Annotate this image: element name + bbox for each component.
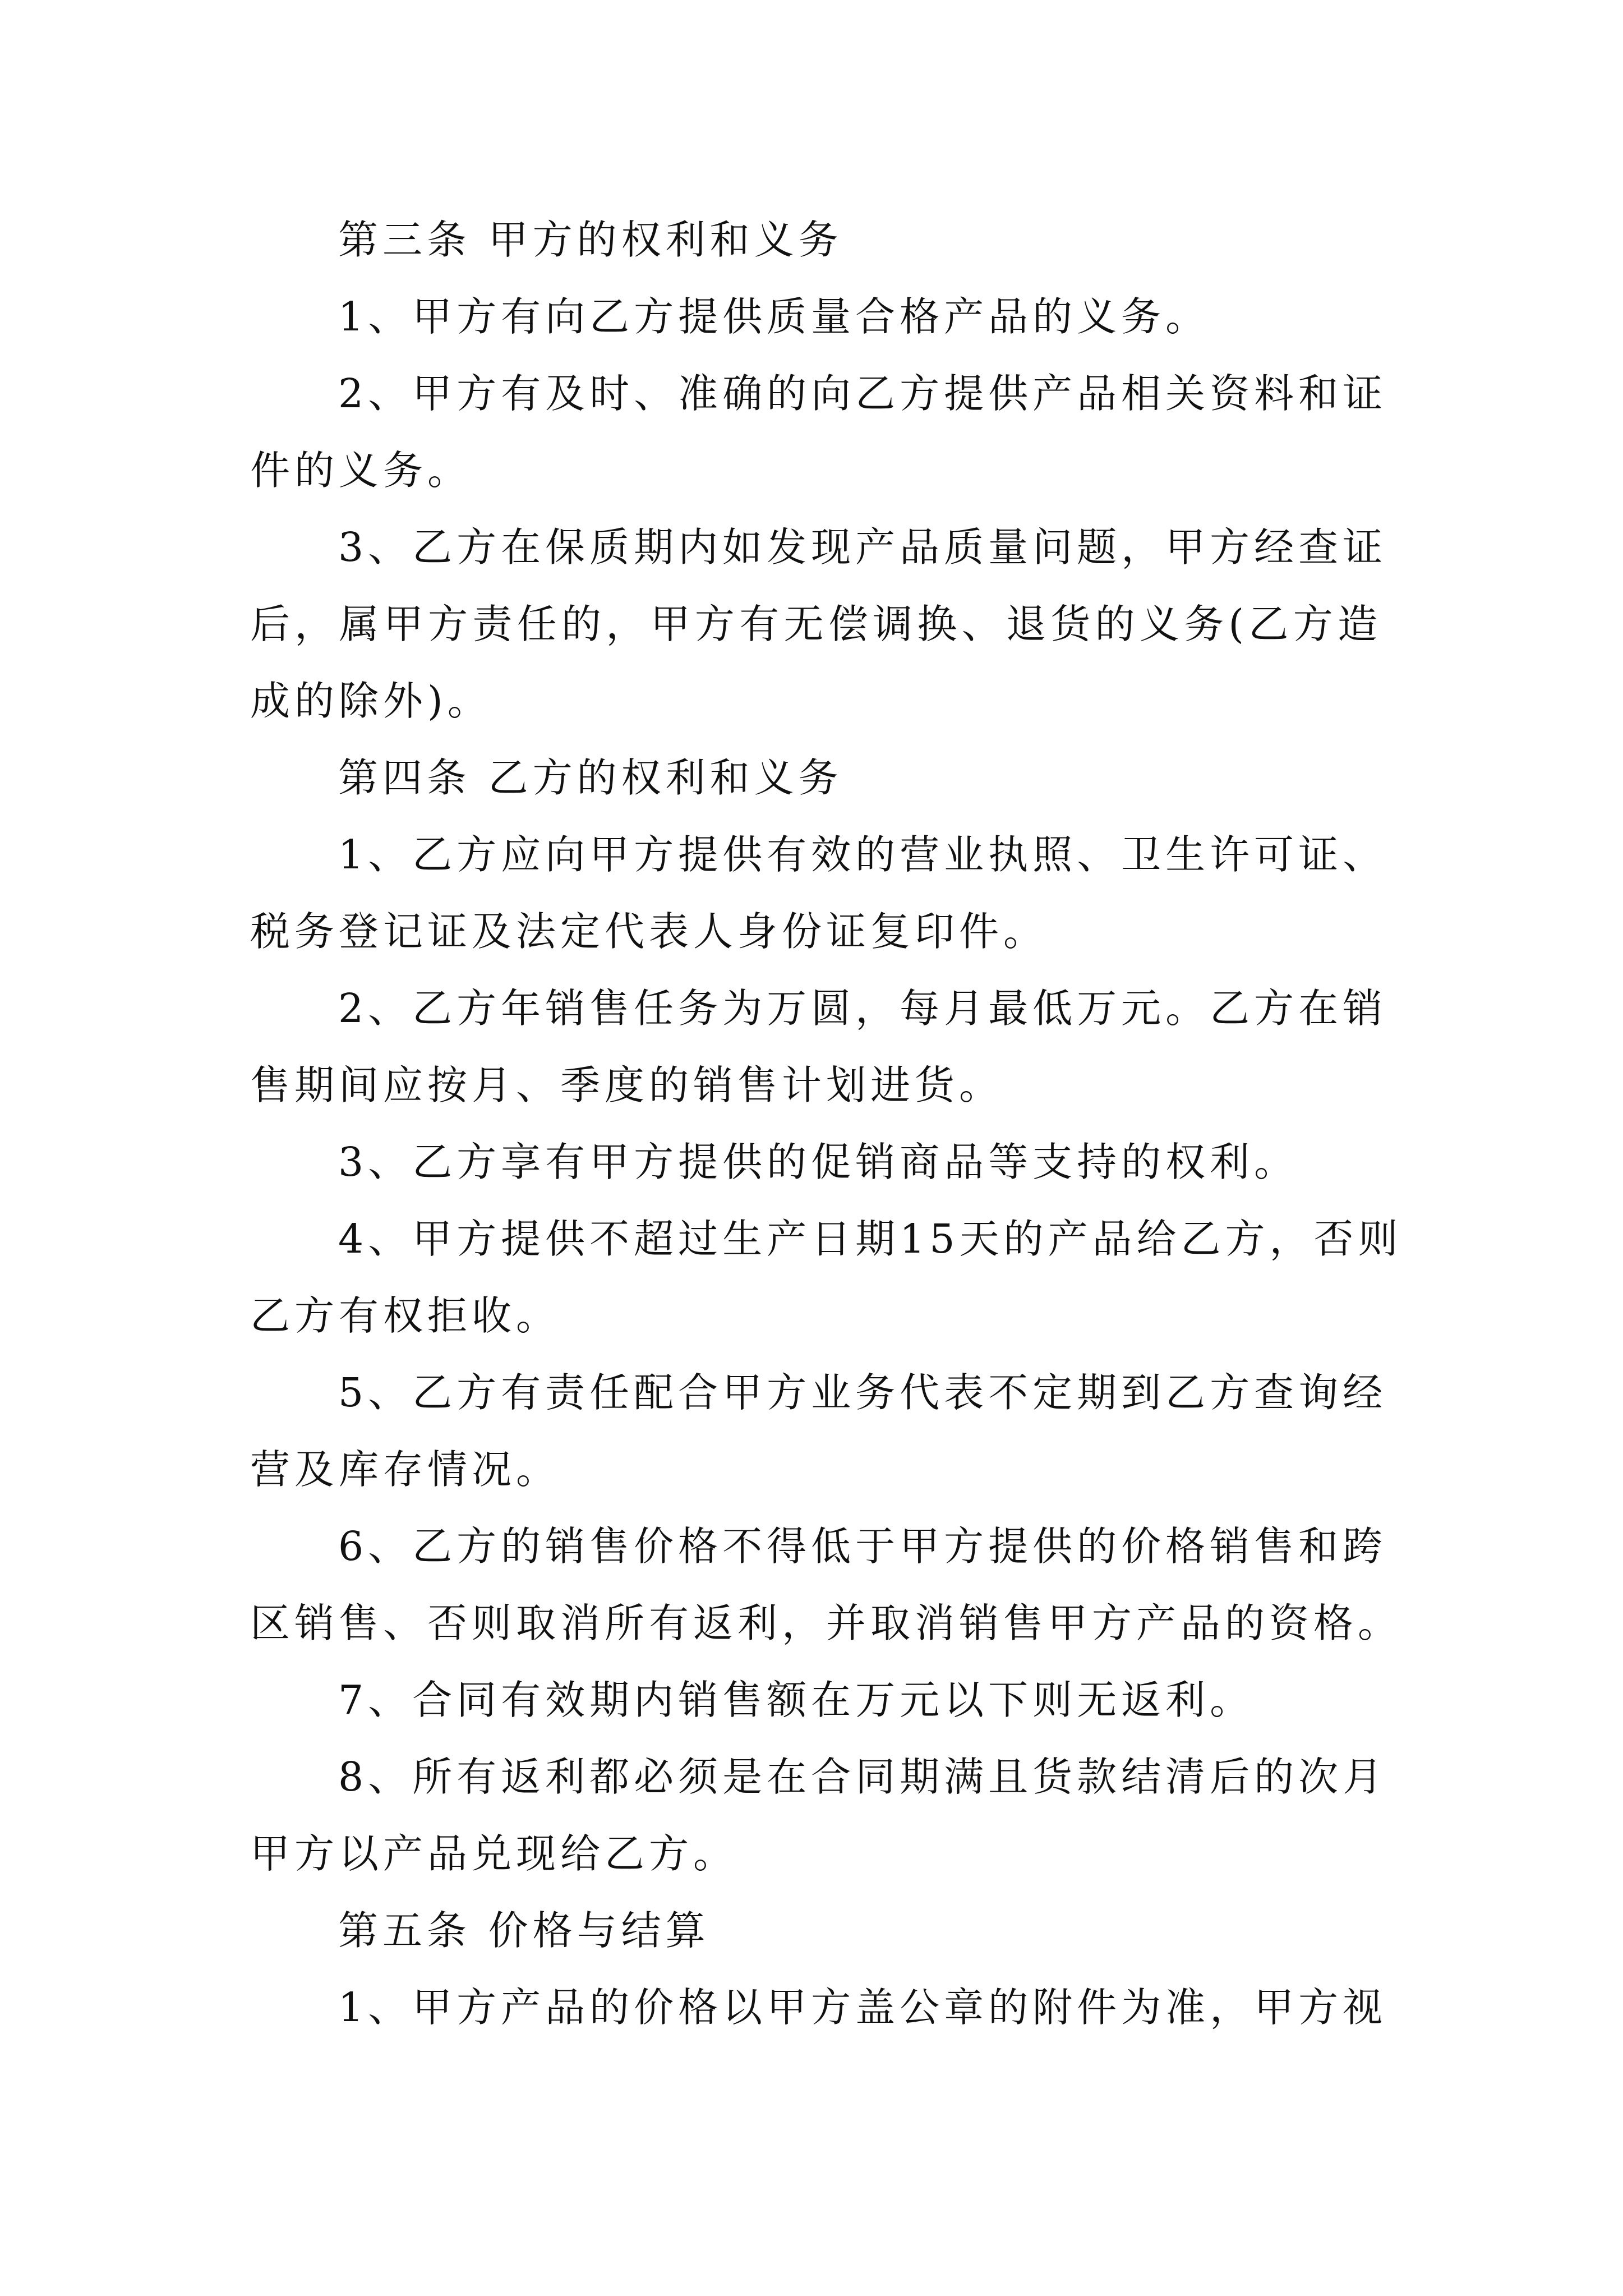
text-line: 2、甲方有及时、准确的向乙方提供产品相关资料和证	[338, 370, 1387, 417]
text-line: 营及库存情况。	[250, 1446, 561, 1493]
clause-3-3	[250, 509, 1387, 739]
text-line: 4、甲方提供不超过生产日期15天的产品给乙方，否则	[338, 1216, 1403, 1262]
clause-4-1	[250, 816, 1387, 970]
heading-text: 第四条 乙方的权利和义务	[338, 754, 843, 801]
clause-4-2	[250, 970, 1387, 1124]
text-line: 8、所有返利都必须是在合同期满且货款结清后的次月	[338, 1754, 1387, 1800]
article-5-heading	[250, 1892, 1382, 1969]
text-line: 7、合同有效期内销售额在万元以下则无返利。	[338, 1677, 1255, 1723]
text-line: 售期间应按月、季度的销售计划进货。	[250, 1062, 1004, 1108]
text-line: 税务登记证及法定代表人身份证复印件。	[250, 908, 1048, 955]
heading-text: 第五条 价格与结算	[338, 1907, 710, 1954]
text-line: 成的除外)。	[250, 678, 492, 724]
text-line: 区销售、否则取消所有返利，并取消销售甲方产品的资格。	[250, 1600, 1403, 1646]
text-line: 件的义务。	[250, 447, 472, 494]
clause-3-2	[250, 355, 1387, 509]
text-line: 甲方以产品兑现给乙方。	[250, 1830, 738, 1877]
text-line: 3、乙方享有甲方提供的促销商品等支持的权利。	[338, 1139, 1299, 1185]
document-body	[250, 201, 1403, 2046]
clause-4-5	[250, 1354, 1387, 1508]
text-line: 1、甲方产品的价格以甲方盖公章的附件为准，甲方视	[338, 1984, 1387, 2031]
clause-4-8	[250, 1738, 1387, 1892]
text-line: 1、甲方有向乙方提供质量合格产品的义务。	[338, 293, 1210, 340]
text-line: 后，属甲方责任的，甲方有无偿调换、退货的义务(乙方造	[250, 601, 1382, 647]
heading-text: 第三条 甲方的权利和义务	[338, 217, 843, 263]
clause-4-4	[250, 1200, 1403, 1354]
text-line: 3、乙方在保质期内如发现产品质量问题，甲方经查证	[338, 524, 1387, 570]
article-4-heading	[250, 739, 1382, 816]
text-line: 2、乙方年销售任务为万圆，每月最低万元。乙方在销	[338, 985, 1387, 1032]
clause-4-6	[250, 1508, 1403, 1662]
clause-4-7	[250, 1662, 1382, 1738]
clause-5-1	[250, 1969, 1387, 2046]
clause-3-1	[250, 278, 1382, 355]
text-line: 乙方有权拒收。	[250, 1292, 561, 1339]
article-3-heading	[250, 201, 1382, 278]
text-line: 5、乙方有责任配合甲方业务代表不定期到乙方查询经	[338, 1369, 1387, 1416]
text-line: 6、乙方的销售价格不得低于甲方提供的价格销售和跨	[338, 1523, 1387, 1570]
clause-4-3	[250, 1124, 1382, 1200]
text-line: 1、乙方应向甲方提供有效的营业执照、卫生许可证、	[338, 831, 1387, 878]
